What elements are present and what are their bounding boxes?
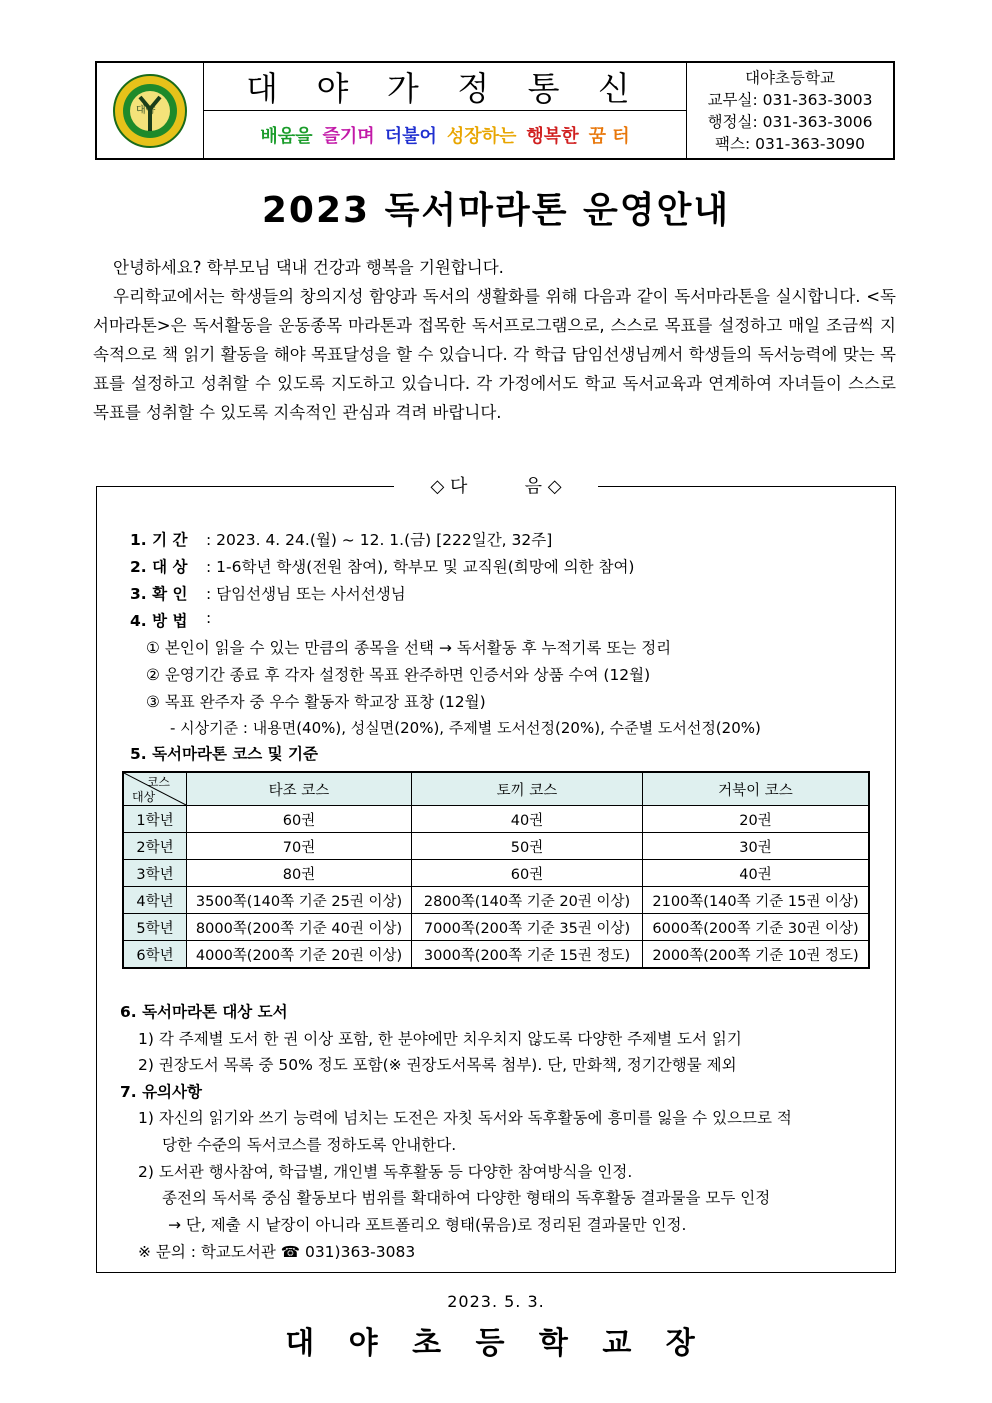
- course-cell: 3500쪽(140쪽 기준 25권 이상): [187, 887, 412, 914]
- fax-number: 팩스: 031-363-3090: [715, 134, 865, 153]
- slogan-word: 즐기며: [322, 125, 375, 147]
- course-cell: 40권: [643, 860, 870, 887]
- box-border-left: [96, 486, 394, 487]
- course-cell: 40권: [412, 806, 643, 833]
- svg-text:대야: 대야: [136, 104, 156, 116]
- slogan-word: 더불어: [384, 125, 437, 147]
- grade-cell: 2학년: [123, 833, 187, 860]
- table-row: [123, 833, 869, 860]
- slogan-word: 행복한: [526, 125, 579, 147]
- table-row: [123, 860, 869, 887]
- confirm-value: : 담임선생님 또는 사서선생님: [206, 585, 406, 603]
- table-corner: [123, 772, 187, 806]
- corner-target-label: 대상: [132, 790, 156, 804]
- note-2b: 종전의 독서록 중심 활동보다 범위를 확대하여 다양한 형태의 독후활동 결과물을 모두 인정: [162, 1189, 771, 1207]
- table-row: [123, 806, 869, 833]
- intro-greeting: 안녕하세요? 학부모님 댁내 건강과 행복을 기원합니다.: [113, 258, 504, 277]
- note-1a: 1) 자신의 읽기와 쓰기 능력에 넘치는 도전은 자칫 독서와 독후활동에 흥미를 잃을 수 있으므로 적: [138, 1109, 792, 1127]
- header-rabbit-course: 토끼 코스: [412, 772, 643, 806]
- school-slogan: [204, 111, 686, 158]
- method-colon: :: [206, 609, 212, 627]
- period-value: : 2023. 4. 24.(월) ~ 12. 1.(금) [222일간, 32주]: [206, 531, 553, 549]
- course-cell: 30권: [643, 833, 870, 860]
- books-rule-2: 2) 권장도서 목록 중 50% 정도 포함(※ 권장도서목록 첨부). 단, 만화책, 정기간행물 제외: [138, 1056, 737, 1074]
- course-cell: 50권: [412, 833, 643, 860]
- table-row: [123, 914, 869, 941]
- slogan-word: 꿈 터: [588, 125, 630, 147]
- confirm-label: 3. 확 인: [130, 585, 188, 603]
- school-logo: [97, 63, 204, 158]
- page-title: 2023 독서마라톤 운영안내: [261, 190, 731, 231]
- admin-phone: 행정실: 031-363-3006: [707, 112, 873, 131]
- course-cell: 2100쪽(140쪽 기준 15권 이상): [643, 887, 870, 914]
- target-label: 2. 대 상: [130, 558, 188, 576]
- table-row: [123, 887, 869, 914]
- box-border-right: [598, 486, 896, 487]
- school-contact: [687, 63, 893, 158]
- course-cell: 2800쪽(140쪽 기준 20권 이상): [412, 887, 643, 914]
- school-emblem-icon: [112, 73, 188, 149]
- course-cell: 60권: [412, 860, 643, 887]
- course-cell: 2000쪽(200쪽 기준 10권 정도): [643, 941, 870, 969]
- intro-body: 우리학교에서는 학생들의 창의지성 함양과 독서의 생활화를 위해 다음과 같이 독서마라톤을 실시합니다. <독서마라톤>은 독서활동을 운동종목 마라톤과 접목한 독서프로그램으로, 스스로 목표를 설정하고 매일 조금씩 지속적으로 책 읽기 활동을 해야 목표달성을 할 수 있습니다. 각 학급 담임선생님께서 학생들의 독서능력에 맞는 목표를 설정하고 성취할 수 있도록 지도하고 있습니다. 각 가정에서도 학교 독서교육과 연계하여 자녀들이 스스로 목표를 성취할 수 있도록 지속적인 관심과 격려 바랍니다.: [93, 287, 896, 422]
- grade-cell: 4학년: [123, 887, 187, 914]
- course-heading: 5. 독서마라톤 코스 및 기준: [130, 745, 318, 763]
- box-heading: ◇ 다 음 ◇: [430, 476, 562, 497]
- newsletter-header: [95, 61, 895, 160]
- period-label: 1. 기 간: [130, 531, 188, 549]
- intro-text: [93, 253, 896, 427]
- course-cell: 20권: [643, 806, 870, 833]
- method-label: 4. 방 법: [130, 612, 188, 630]
- slogan-word: 배움을: [260, 125, 313, 147]
- note-2a: 2) 도서관 행사참여, 학급별, 개인별 독후활동 등 다양한 참여방식을 인정.: [138, 1163, 633, 1181]
- note-1b: 당한 수준의 독서코스를 정하도록 안내한다.: [162, 1136, 457, 1154]
- grade-cell: 3학년: [123, 860, 187, 887]
- course-cell: 7000쪽(200쪽 기준 35권 이상): [412, 914, 643, 941]
- course-cell: 70권: [187, 833, 412, 860]
- course-cell: 4000쪽(200쪽 기준 20권 이상): [187, 941, 412, 969]
- contact-note: ※ 문의 : 학교도서관 ☎ 031)363-3083: [138, 1243, 416, 1261]
- award-criteria: - 시상기준 : 내용면(40%), 성실면(20%), 주제별 도서선정(20%), 수준별 도서선정(20%): [170, 719, 761, 737]
- grade-cell: 6학년: [123, 941, 187, 969]
- newsletter-title: 대 야 가 정 통 신: [204, 63, 686, 111]
- course-table: [122, 771, 870, 969]
- course-cell: 8000쪽(200쪽 기준 40권 이상): [187, 914, 412, 941]
- method-step-3: ③ 목표 완주자 중 우수 활동자 학교장 표창 (12월): [146, 693, 486, 711]
- notes-heading: 7. 유의사항: [120, 1083, 202, 1101]
- school-name: 대야초등학교: [745, 68, 835, 87]
- principal-signature: 대 야 초 등 학 교 장: [285, 1326, 707, 1361]
- office-phone: 교무실: 031-363-3003: [707, 90, 873, 109]
- corner-course-label: 코스: [146, 775, 170, 789]
- books-rule-1: 1) 각 주제별 도서 한 권 이상 포함, 한 분야에만 치우치지 않도록 다양한 주제별 도서 읽기: [138, 1030, 742, 1048]
- books-heading: 6. 독서마라톤 대상 도서: [120, 1003, 288, 1021]
- course-cell: 6000쪽(200쪽 기준 30권 이상): [643, 914, 870, 941]
- note-2c: → 단, 제출 시 낱장이 아니라 포트폴리오 형태(묶음)로 정리된 결과물만 인정.: [168, 1216, 687, 1234]
- table-row: [123, 941, 869, 969]
- grade-cell: 1학년: [123, 806, 187, 833]
- method-step-2: ② 운영기간 종료 후 각자 설정한 목표 완주하면 인증서와 상품 수여 (12월): [146, 666, 651, 684]
- course-cell: 80권: [187, 860, 412, 887]
- header-ostrich-course: 타조 코스: [187, 772, 412, 806]
- issue-date: 2023. 5. 3.: [447, 1292, 545, 1311]
- method-step-1: ① 본인이 읽을 수 있는 만큼의 종목을 선택 → 독서활동 후 누적기록 또는 정리: [146, 639, 672, 657]
- header-turtle-course: 거북이 코스: [643, 772, 870, 806]
- course-cell: 3000쪽(200쪽 기준 15권 정도): [412, 941, 643, 969]
- slogan-word: 성장하는: [446, 125, 517, 147]
- course-cell: 60권: [187, 806, 412, 833]
- grade-cell: 5학년: [123, 914, 187, 941]
- target-value: : 1-6학년 학생(전원 참여), 학부모 및 교직원(희망에 의한 참여): [206, 558, 635, 576]
